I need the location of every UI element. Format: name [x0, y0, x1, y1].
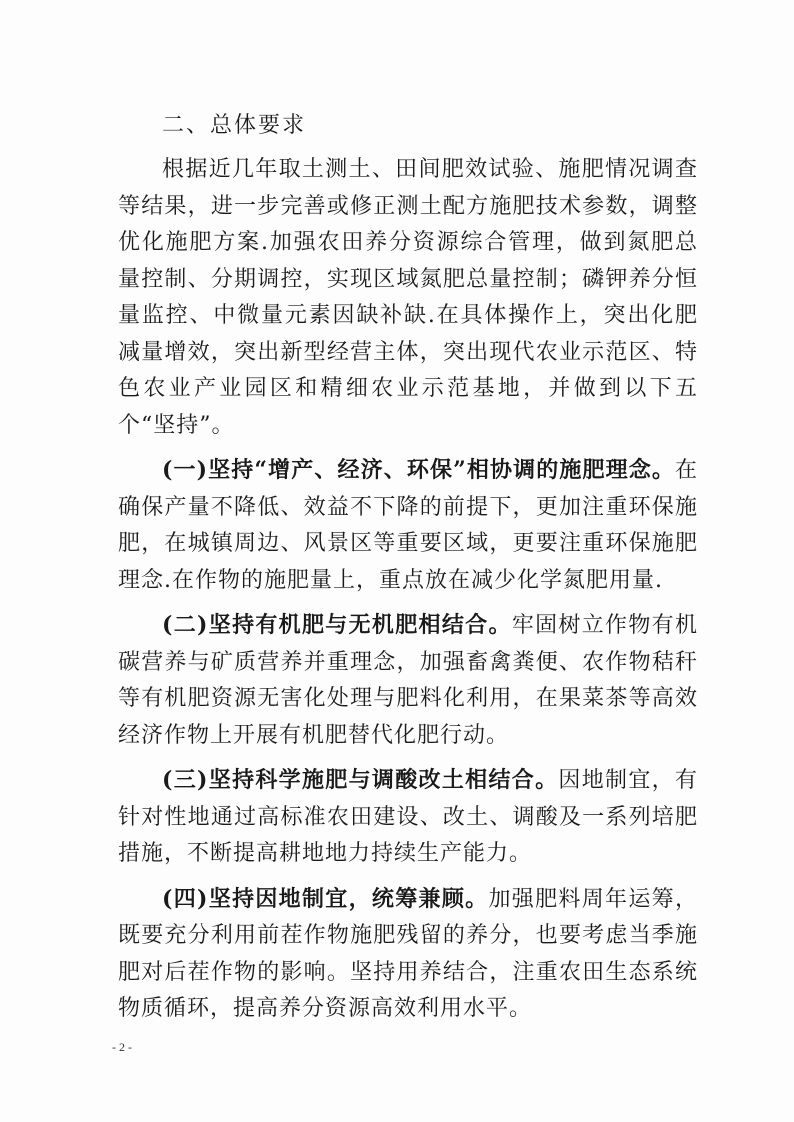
item-paragraph-2 — [118, 607, 698, 754]
item-body-4: 加强肥料周年运筹，既要充分利用前茬作物施肥残留的养分，也要考虑当季施肥对后茬作物的影响。坚持用养结合，注重农田生态系统物质循环，提高养分资源高效利用水平。 — [118, 886, 698, 1021]
document-body — [118, 108, 698, 1036]
item-title-1: (一)坚持“增产、经济、环保”相协调的施肥理念。 — [162, 457, 675, 483]
intro-paragraph: 根据近几年取土测土、田间肥效试验、施肥情况调查等结果，进一步完善或修正测土配方施肥技术参数，调整优化施肥方案.加强农田养分资源综合管理，做到氮肥总量控制、分期调控，实现区域氮肥总量控制；磷钾养分恒量监控、中微量元素因缺补缺.在具体操作上，突出化肥减量增效，突出新型经营主体，突出现代农业示范区、特色农业产业园区和精细农业示范基地，并做到以下五个“坚持”。 — [118, 157, 698, 438]
item-body-2: 牢固树立作物有机碳营养与矿质营养并重理念，加强畜禽粪便、农作物秸秆等有机肥资源无害化处理与肥料化利用，在果菜茶等高效经济作物上开展有机肥替代化肥行动。 — [118, 613, 698, 748]
item-paragraph-4 — [118, 881, 698, 1028]
item-body-1: 在确保产量不降低、效益不下降的前提下，更加注重环保施肥，在城镇周边、风景区等重要区域，更要注重环保施肥理念.在作物的施肥量上，重点放在减少化学氮肥用量. — [118, 458, 698, 593]
item-title-3: (三)坚持科学施肥与调酸改土相结合。 — [162, 767, 559, 793]
item-paragraph-3 — [118, 762, 698, 873]
section-heading: 二、总体要求 — [162, 113, 307, 138]
item-title-2: (二)坚持有机肥与无机肥相结合。 — [162, 612, 512, 638]
page-number: - 2 - — [112, 1040, 132, 1054]
item-paragraph-1 — [118, 452, 698, 599]
item-title-4: (四)坚持因地制宜，统筹兼顾。 — [162, 885, 489, 912]
item-body-3: 因地制宜，有针对性地通过高标准农田建设、改土、调酸及一系列培肥措施，不断提高耕地地力持续生产能力。 — [118, 768, 698, 866]
